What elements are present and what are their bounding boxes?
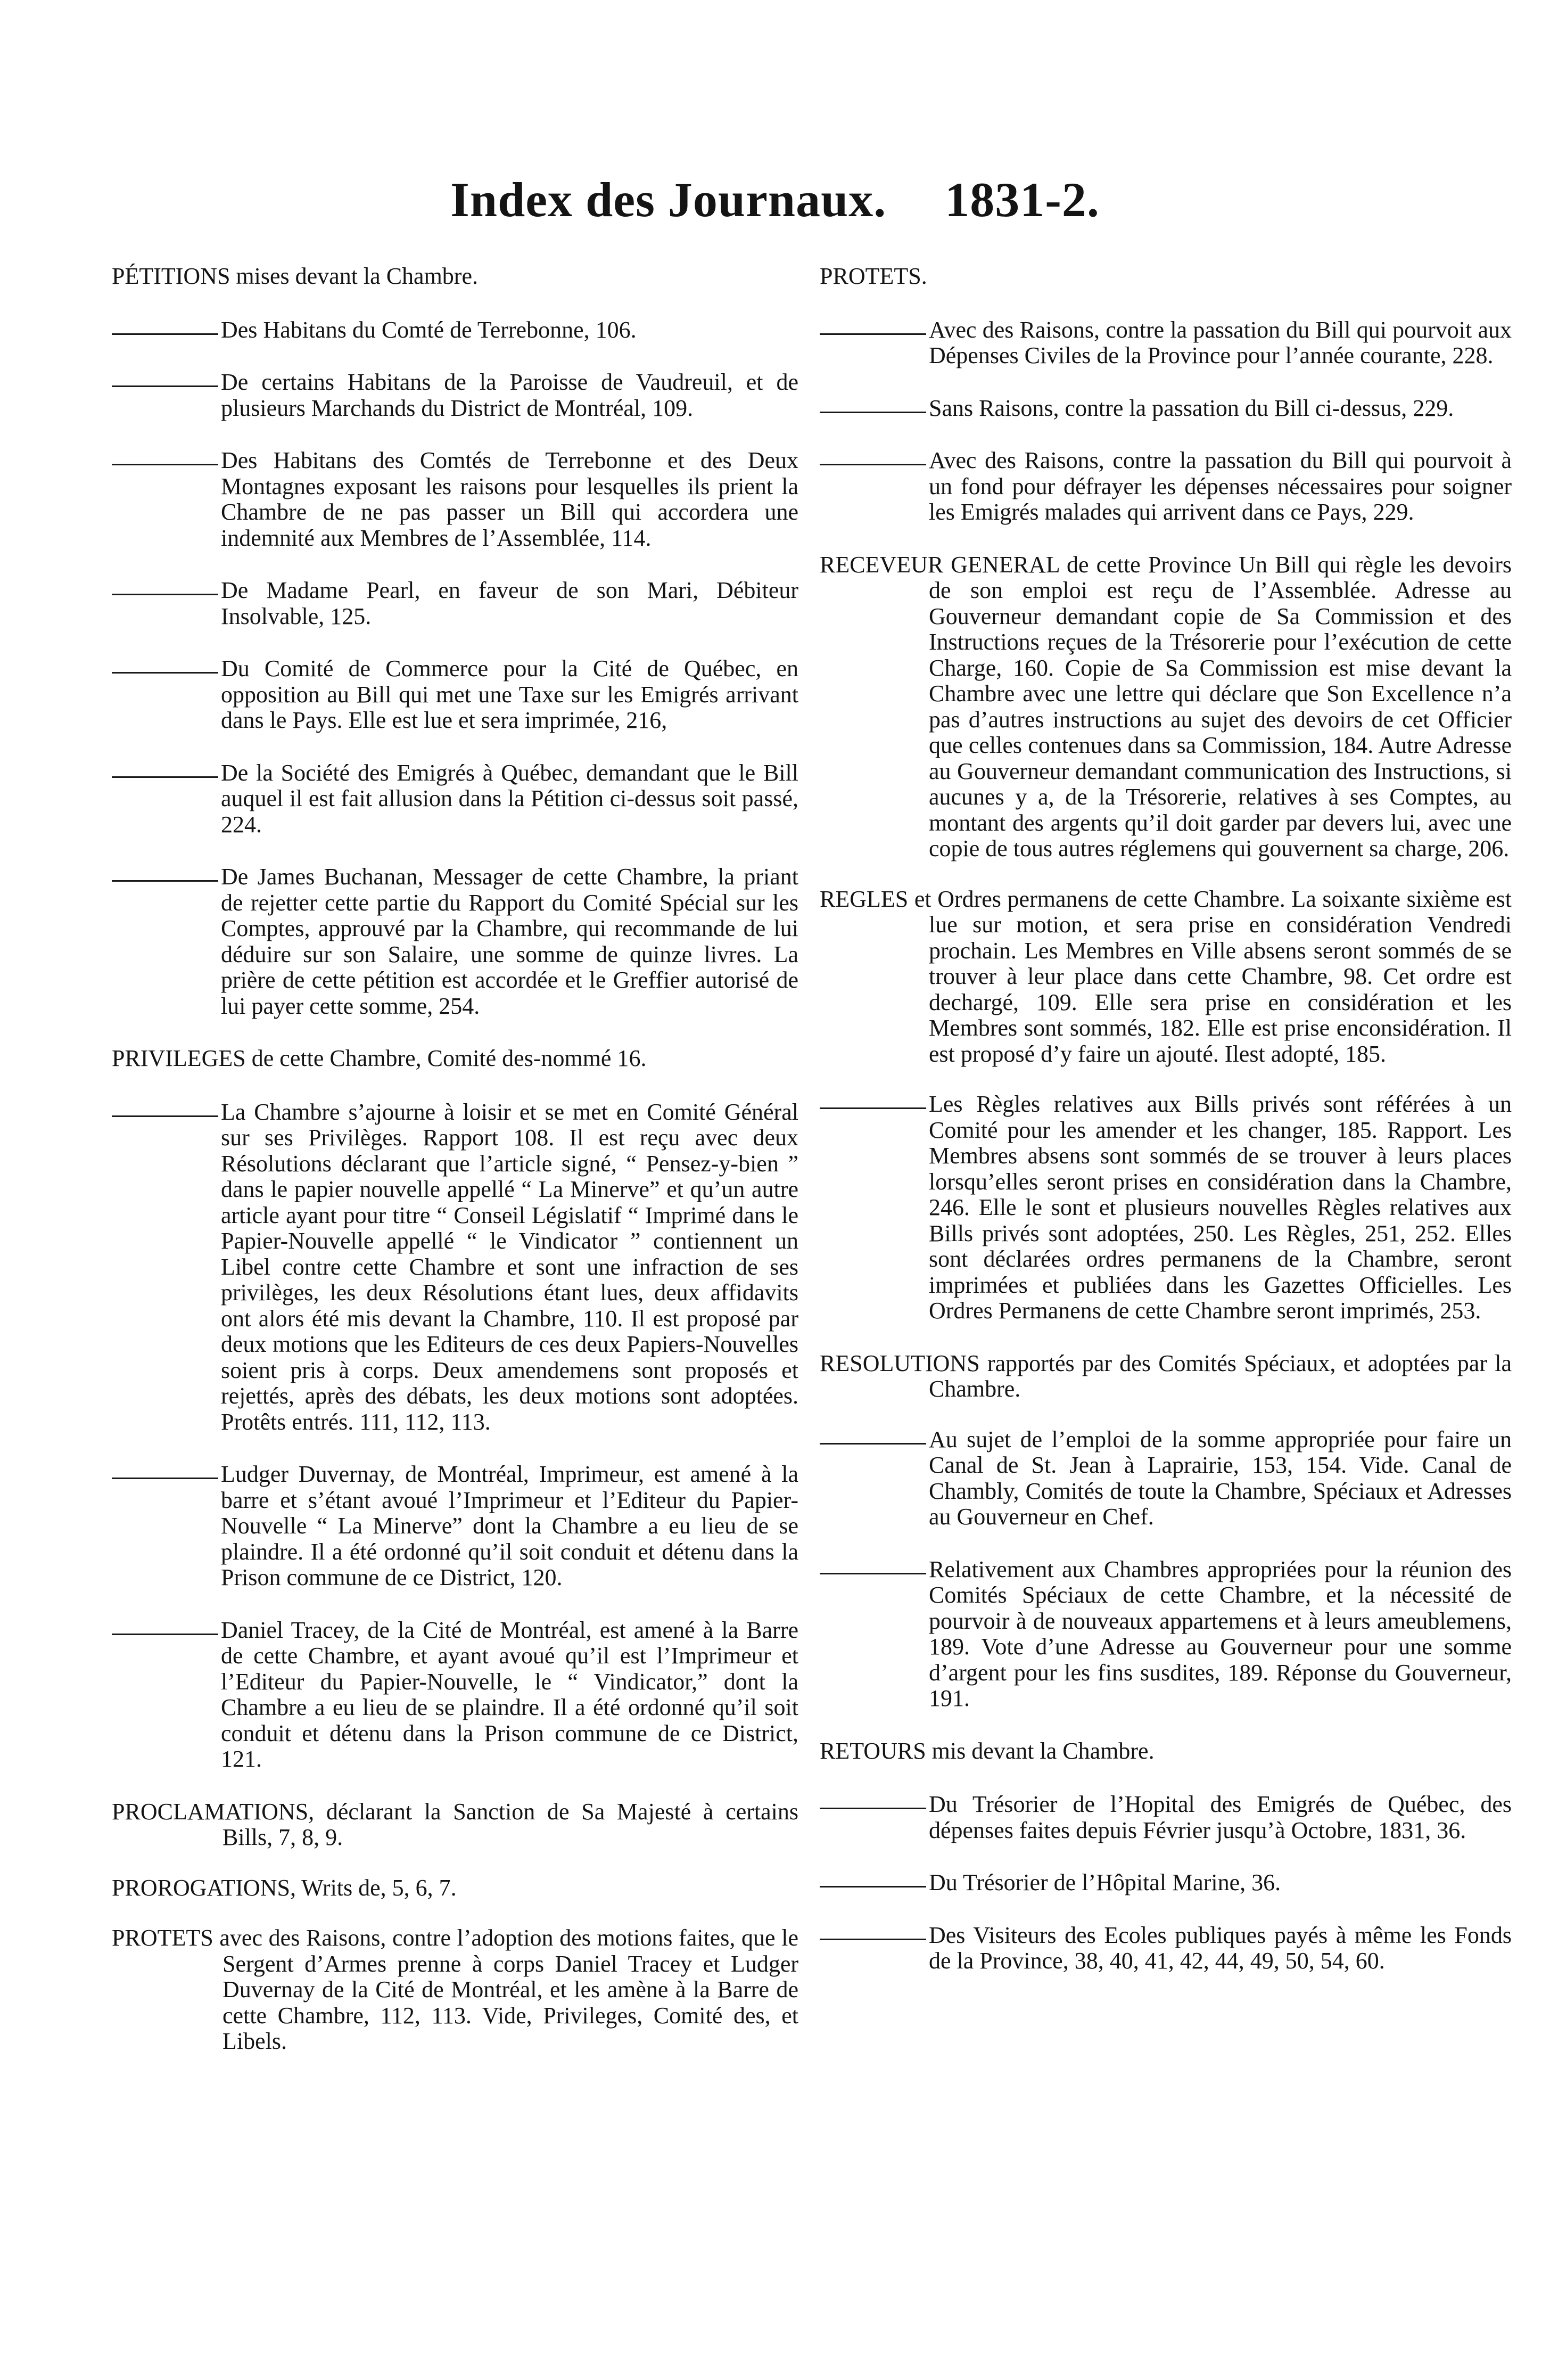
page-title xyxy=(0,171,1550,228)
protets-entry: PROTETS avec des Raisons, contre l’adoption des motions faites, que le Sergent d’Armes prenne à corps Daniel Tracey et Ludger Duvernay de la Cité de Montréal, et les amène à la Barre de cette Chambre, 112, 113. Vide, Privileges, Comité des, et Libels. xyxy=(112,1925,798,2054)
resolutions-entry: RESOLUTIONS rapportés par des Comités Spéciaux, et adoptées par la Chambre. xyxy=(820,1350,1512,1402)
proclamations-entry: PROCLAMATIONS, déclarant la Sanction de Sa Majesté à certains Bills, 7, 8, 9. xyxy=(112,1798,798,1850)
dash-rule xyxy=(112,385,218,387)
petition-entry: De certains Habitans de la Paroisse de Vaudreuil, et de plusieurs Marchands du District de Montréal, 109. xyxy=(112,370,798,421)
regle-entry: Les Règles relatives aux Bills privés sont référées à un Comité pour les amender et les changer, 185. Rapport. Les Membres absens sont sommés de se trouver à leurs places lorsqu’elles seront prises en considération dans la Chambre, 246. Elle le sont et plusieurs nouvelles Règles relatives aux Bills privés sont adoptées, 250. Les Règles, 251, 252. Elles sont déclarées ordres permanens de la Chambre, seront imprimées et publiées dans les Gazettes Officielles. Les Ordres Permanens de cette Chambre seront imprimés, 253. xyxy=(820,1091,1512,1324)
protet-entry: Sans Raisons, contre la passation du Bill ci-dessus, 229. xyxy=(820,396,1512,422)
protet-entry: Avec des Raisons, contre la passation du Bill qui pourvoit aux Dépenses Civiles de la Province pour l’année courante, 228. xyxy=(820,317,1512,369)
petition-entry: Des Habitans du Comté de Terrebonne, 106. xyxy=(112,317,798,343)
resolution-entry: Au sujet de l’emploi de la somme appropriée pour faire un Canal de St. Jean à Laprairie, 153, 154. Vide. Canal de Chambly, Comités de toute la Chambre, Spéciaux et Adresses au Gouverneur en Chef. xyxy=(820,1427,1512,1530)
protets-heading: PROTETS. xyxy=(820,263,927,289)
resolution-entry: Relativement aux Chambres appropriées pour la réunion des Comités Spéciaux de cette Chambre, et la nécessité de pourvoir à de nouveaux appartemens et à leurs ameublemens, 189. Vote d’une Adresse au Gouverneur pour une somme d’argent pour les fins susdites, 189. Réponse du Gouverneur, 191. xyxy=(820,1557,1512,1712)
title-main: Index des Journaux. xyxy=(450,173,887,227)
dash-rule xyxy=(820,1886,926,1887)
dash-rule xyxy=(820,1939,926,1940)
receveur-entry: RECEVEUR GENERAL de cette Province Un Bill qui règle les devoirs de son emploi est reçu de l’Assemblée. Adresse au Gouverneur demandant copie de Sa Commission et des Instructions reçues de la Trésorerie pour l’exécution de cette Charge, 160. Copie de Sa Commission est mise devant la Chambre avec une lettre qui déclare que Son Excellence n’a pas d’autres instructions au sujet des devoirs de cet Officier que celles contenues dans sa Commission, 184. Autre Adresse au Gouverneur demandant communication des Instructions, si aucunes y a, de la Trésorerie, relatives à ses Comptes, au montant des argents qu’il doit garder par devers lui, avec une copie de tous autres réglemens qui gouvernent sa charge, 206. xyxy=(820,551,1512,861)
retour-entry: Du Trésorier de l’Hôpital Marine, 36. xyxy=(820,1870,1512,1896)
dash-rule xyxy=(820,1443,926,1445)
left-column xyxy=(112,264,798,2079)
retour-entry: Des Visiteurs des Ecoles publiques payés à même les Fonds de la Province, 38, 40, 41, 42, 44, 49, 50, 54, 60. xyxy=(820,1923,1512,1974)
privileges-heading: PRIVILEGES de cette Chambre, Comité des-nommé 16. xyxy=(112,1045,647,1071)
dash-rule xyxy=(820,1573,926,1574)
petition-entry: De la Société des Emigrés à Québec, demandant que le Bill auquel il est fait allusion dans la Pétition ci-dessus soit passé, 224. xyxy=(112,760,798,838)
dash-rule xyxy=(112,1634,218,1635)
dash-rule xyxy=(112,672,218,674)
prorogations-entry: PROROGATIONS, Writs de, 5, 6, 7. xyxy=(112,1874,457,1901)
dash-rule xyxy=(112,776,218,778)
dash-rule xyxy=(112,1115,218,1117)
right-column xyxy=(820,264,1512,2001)
dash-rule xyxy=(112,333,218,335)
petitions-heading: PÉTITIONS mises devant la Chambre. xyxy=(112,263,478,289)
dash-rule xyxy=(820,1808,926,1809)
dash-rule xyxy=(820,333,926,335)
retour-entry: Du Trésorier de l’Hopital des Emigrés de Québec, des dépenses faites depuis Février jusqu’à Octobre, 1831, 36. xyxy=(820,1792,1512,1843)
privilege-entry: Ludger Duvernay, de Montréal, Imprimeur, est amené à la barre et s’étant avoué l’Imprimeur et l’Editeur du Papier-Nouvelle “ La Minerve” dont la Chambre a eu lieu de se plaindre. Il a été ordonné qu’il soit conduit et détenu dans la Prison commune de ce District, 120. xyxy=(112,1462,798,1591)
privilege-entry: La Chambre s’ajourne à loisir et se met en Comité Général sur ses Privilèges. Rapport 108. Il est reçu avec deux Résolutions déclarant que l’article signé, “ Pensez-y-bien ” dans le papier nouvelle appellé “ La Minerve” et qu’un autre article ayant pour titre “ Conseil Législatif “ Imprimé dans le Papier-Nouvelle appellé “ le Vindicator ” contiennent un Libel contre cette Chambre et sont une infraction de ses privilèges, les deux Résolutions étant lues, deux affidavits ont alors été mis devant la Chambre, 110. Il est proposé par deux motions que les Editeurs de ces deux Papiers-Nouvelles soient pris à corps. Deux amendemens sont proposés et rejettés, après des débats, les deux motions sont adoptées. Protêts entrés. 111, 112, 113. xyxy=(112,1099,798,1435)
dash-rule xyxy=(112,594,218,595)
dash-rule xyxy=(820,412,926,413)
privilege-entry: Daniel Tracey, de la Cité de Montréal, est amené à la Barre de cette Chambre, et ayant avoué qu’il est l’Imprimeur et l’Editeur du Papier-Nouvelle, le “ Vindicator,” dont la Chambre a eu lieu de se plaindre. Il a été ordonné qu’il soit conduit et détenu dans la Prison commune de ce District, 121. xyxy=(112,1618,798,1772)
petition-entry: De James Buchanan, Messager de cette Chambre, la priant de rejetter cette partie du Rapport du Comité Spécial sur les Comptes, approuvé par la Chambre, qui recommande de lui déduire sur son Salaire, une somme de quinze livres. La prière de cette pétition est accordée et le Greffier autorisé de lui payer cette somme, 254. xyxy=(112,864,798,1019)
dash-rule xyxy=(820,464,926,465)
dash-rule xyxy=(112,1478,218,1479)
regles-entry: REGLES et Ordres permanens de cette Chambre. La soixante sixième est lue sur motion, et sera prise en considération Vendredi prochain. Les Membres en Ville absens seront sommés de se trouver à leur place dans cette Chambre, 98. Cet ordre est dechargé, 109. Elle sera prise en considération et les Membres sont sommés, 182. Elle est prise enconsidération. Il est proposé d’y faire un ajouté. Ilest adopté, 185. xyxy=(820,885,1512,1067)
petition-entry: Des Habitans des Comtés de Terrebonne et des Deux Montagnes exposant les raisons pour lesquelles ils prient la Chambre de ne pas passer un Bill qui accordera une indemnité aux Membres de l’Assemblée, 114. xyxy=(112,448,798,551)
dash-rule xyxy=(112,464,218,465)
dash-rule xyxy=(820,1107,926,1109)
retours-heading: RETOURS mis devant la Chambre. xyxy=(820,1737,1155,1764)
petition-entry: De Madame Pearl, en faveur de son Mari, Débiteur Insolvable, 125. xyxy=(112,578,798,629)
petition-entry: Du Comité de Commerce pour la Cité de Québec, en opposition au Bill qui met une Taxe sur les Emigrés arrivant dans le Pays. Elle est lue et sera imprimée, 216, xyxy=(112,656,798,734)
title-year: 1831-2. xyxy=(945,173,1100,227)
dash-rule xyxy=(112,880,218,882)
protet-entry: Avec des Raisons, contre la passation du Bill qui pourvoit à un fond pour défrayer les dépenses nécessaires pour soigner les Emigrés malades qui arrivent dans ce Pays, 229. xyxy=(820,448,1512,526)
